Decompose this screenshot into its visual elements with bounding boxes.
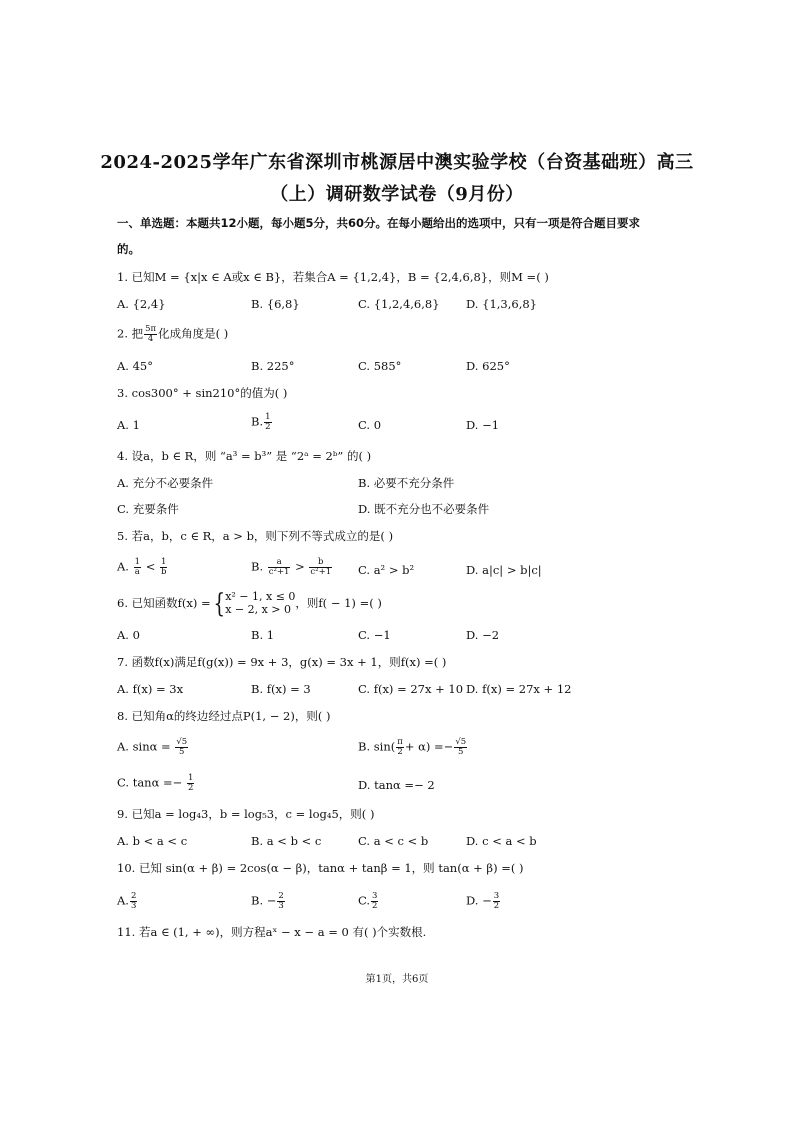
question-3-option-c: C. 0 [358,418,382,432]
question-6-option-a: A. 0 [117,628,140,642]
question-6-cases [225,591,295,616]
question-5-a-num-1: 1 [134,557,141,567]
question-10-d-den: 2 [493,900,500,911]
question-5-a-den-1: a [134,566,140,577]
question-3-option-b-numerator: 1 [265,412,271,422]
question-10-option-a-label: A. [117,893,129,908]
question-8-option-c-fraction [187,774,194,793]
question-5-option-a-operator: < [145,559,156,574]
question-8-stem: 8. 已知角α的终边经过点P(1, − 2)，则( ) [117,709,331,723]
question-8-option-a [117,738,189,757]
question-1-option-c: C. {1,2,4,6,8} [358,297,440,311]
question-5-option-a-fraction-2 [160,558,167,577]
question-2-prefix: 2. 把 [117,326,144,341]
question-6-option-c: C. −1 [358,628,391,642]
question-5-option-b [251,558,333,577]
question-5-option-b-fraction-2 [309,558,332,577]
question-7-stem: 7. 函数f(x)满足f(g(x)) = 9x + 3，g(x) = 3x + 1，则f(x) =( ) [117,655,447,669]
question-2-option-b: B. 225° [251,359,295,373]
question-8-b-pi-num: π [397,737,403,747]
section-heading-line-1: 一、单选题：本题共12小题，每小题5分，共60分。在每小题给出的选项中，只有一项是符合题目要求 [117,216,641,230]
question-1-option-d: D. {1,3,6,8} [466,297,537,311]
question-10-option-a [117,892,138,911]
question-5-option-a-fraction-1 [134,558,141,577]
question-8-option-c-label: C. tanα =− [117,775,183,790]
question-6-stem [117,591,382,617]
question-8-b-num: √5 [455,737,467,747]
question-5-b-num-2: b [309,558,332,568]
question-10-option-b-label: B. − [251,893,277,908]
question-11-stem: 11. 若a ∈ (1, + ∞)，则方程aˣ − x − a = 0 有( )个实数根. [117,925,427,939]
question-10-option-b [251,892,286,911]
question-8-c-num: 1 [187,773,194,783]
question-10-option-c-label: C. [358,893,371,908]
question-8-option-c [117,774,195,793]
question-10-a-num: 2 [130,891,137,901]
question-3-option-a: A. 1 [117,418,140,432]
question-6-suffix: ，则f( − 1) =( ) [295,596,382,610]
exam-title-line-2: （上）调研数学试卷（9月份） [270,184,524,205]
question-5-stem: 5. 若a，b，c ∈ R，a > b，则下列不等式成立的是( ) [117,529,394,543]
question-10-option-c-fraction [371,892,378,911]
question-8-option-b-mid: + α) =− [404,739,454,754]
question-3-option-b [251,413,273,432]
question-5-option-b-operator: > [295,559,305,574]
exam-title-line-1: 2024-2025学年广东省深圳市桃源居中澳实验学校（台资基础班）高三 [100,152,694,173]
question-5-option-d: D. a|c| > b|c| [466,563,542,577]
question-9-option-a: A. b < a < c [117,834,188,848]
question-3-stem: 3. cos300° + sin210°的值为( ) [117,386,288,400]
question-8-option-a-fraction [175,738,188,757]
question-6-option-b: B. 1 [251,628,275,642]
question-2-suffix: 化成角度是( ) [158,326,229,341]
question-3-option-d: D. −1 [466,418,500,432]
question-10-option-d-label: D. − [466,893,492,908]
question-8-option-b-fraction [454,738,467,757]
section-heading-line-2: 的。 [117,242,140,256]
question-5-option-a-label: A. [117,559,129,574]
question-10-option-d [466,892,501,911]
question-10-d-num: 3 [493,891,500,901]
question-7-option-c: C. f(x) = 27x + 10 [358,682,464,696]
question-9-stem: 9. 已知a = log₄3，b = log₅3，c = log₄5，则( ) [117,807,375,821]
question-1-option-a: A. {2,4} [117,297,166,311]
question-8-b-pi-den: 2 [397,746,403,757]
question-8-option-b-label: B. sin( [358,739,396,754]
question-8-a-den: 5 [179,746,185,757]
question-8-c-den: 2 [187,782,194,793]
question-10-c-den: 2 [372,900,378,911]
question-2-option-a: A. 45° [117,359,153,373]
question-10-option-a-fraction [130,892,137,911]
question-6-case-1: x² − 1, x ≤ 0 [225,590,296,604]
question-5-a-num-2: 1 [161,557,167,567]
question-6-case-2: x − 2, x > 0 [225,603,292,616]
question-6-option-d: D. −2 [466,628,500,642]
question-5-a-den-2: b [161,566,167,577]
question-6-prefix: 6. 已知函数f(x) = [117,596,211,610]
question-6-brace-icon: { [213,589,225,619]
question-4-option-b: B. 必要不充分条件 [358,476,455,490]
question-5-b-den-1: c²+1 [268,566,290,577]
question-1-stem: 1. 已知M = {x|x ∈ A或x ∈ B}，若集合A = {1,2,4}，B = {2,4,6,8}，则M =( ) [117,270,549,284]
question-2-option-c: C. 585° [358,359,402,373]
question-5-option-b-fraction-1 [268,558,291,577]
question-2-option-d: D. 625° [466,359,510,373]
question-2-stem [117,325,228,344]
question-8-option-b [358,738,468,757]
question-3-option-b-label: B. [251,414,264,429]
question-9-option-d: D. c < a < b [466,834,537,848]
question-5-b-den-2: c²+1 [310,566,332,577]
question-10-a-den: 3 [130,900,137,911]
question-5-option-b-label: B. [251,559,264,574]
question-8-b-den: 5 [458,746,464,757]
question-4-option-d: D. 既不充分也不必要条件 [358,502,490,516]
question-5-option-c: C. a² > b² [358,563,415,577]
question-10-b-den: 3 [278,900,284,911]
question-4-stem: 4. 设a，b ∈ R，则 “a³ = b³” 是 “2ᵃ = 2ᵇ” 的( ) [117,449,372,463]
question-8-option-b-pi-fraction [396,738,404,757]
question-7-option-a: A. f(x) = 3x [117,682,184,696]
question-4-option-c: C. 充要条件 [117,502,179,516]
question-10-option-c [358,892,379,911]
question-9-option-b: B. a < b < c [251,834,322,848]
question-4-option-a: A. 充分不必要条件 [117,476,214,490]
question-3-option-b-fraction [264,413,271,432]
question-10-stem: 10. 已知 sin(α + β) = 2cos(α − β)，tanα + tanβ = 1，则 tan(α + β) =( ) [117,861,524,875]
question-5-b-num-1: a [268,558,291,568]
question-1-option-b: B. {6,8} [251,297,300,311]
question-2-numerator: 5π [145,324,157,334]
question-8-option-a-label: A. sinα = [117,739,171,754]
question-8-a-num: √5 [176,737,188,747]
question-3-option-b-denominator: 2 [265,421,271,432]
question-10-option-d-fraction [493,892,500,911]
question-8-option-d: D. tanα =− 2 [358,778,435,792]
question-7-option-b: B. f(x) = 3 [251,682,311,696]
question-10-b-num: 2 [278,891,284,901]
question-5-option-a [117,558,168,577]
question-10-option-b-fraction [277,892,284,911]
question-9-option-c: C. a < c < b [358,834,429,848]
question-2-fraction [144,325,157,344]
question-10-c-num: 3 [372,891,378,901]
question-7-option-d: D. f(x) = 27x + 12 [466,682,572,696]
page-footer: 第1页，共6页 [365,974,429,985]
question-2-denominator: 4 [147,333,154,344]
